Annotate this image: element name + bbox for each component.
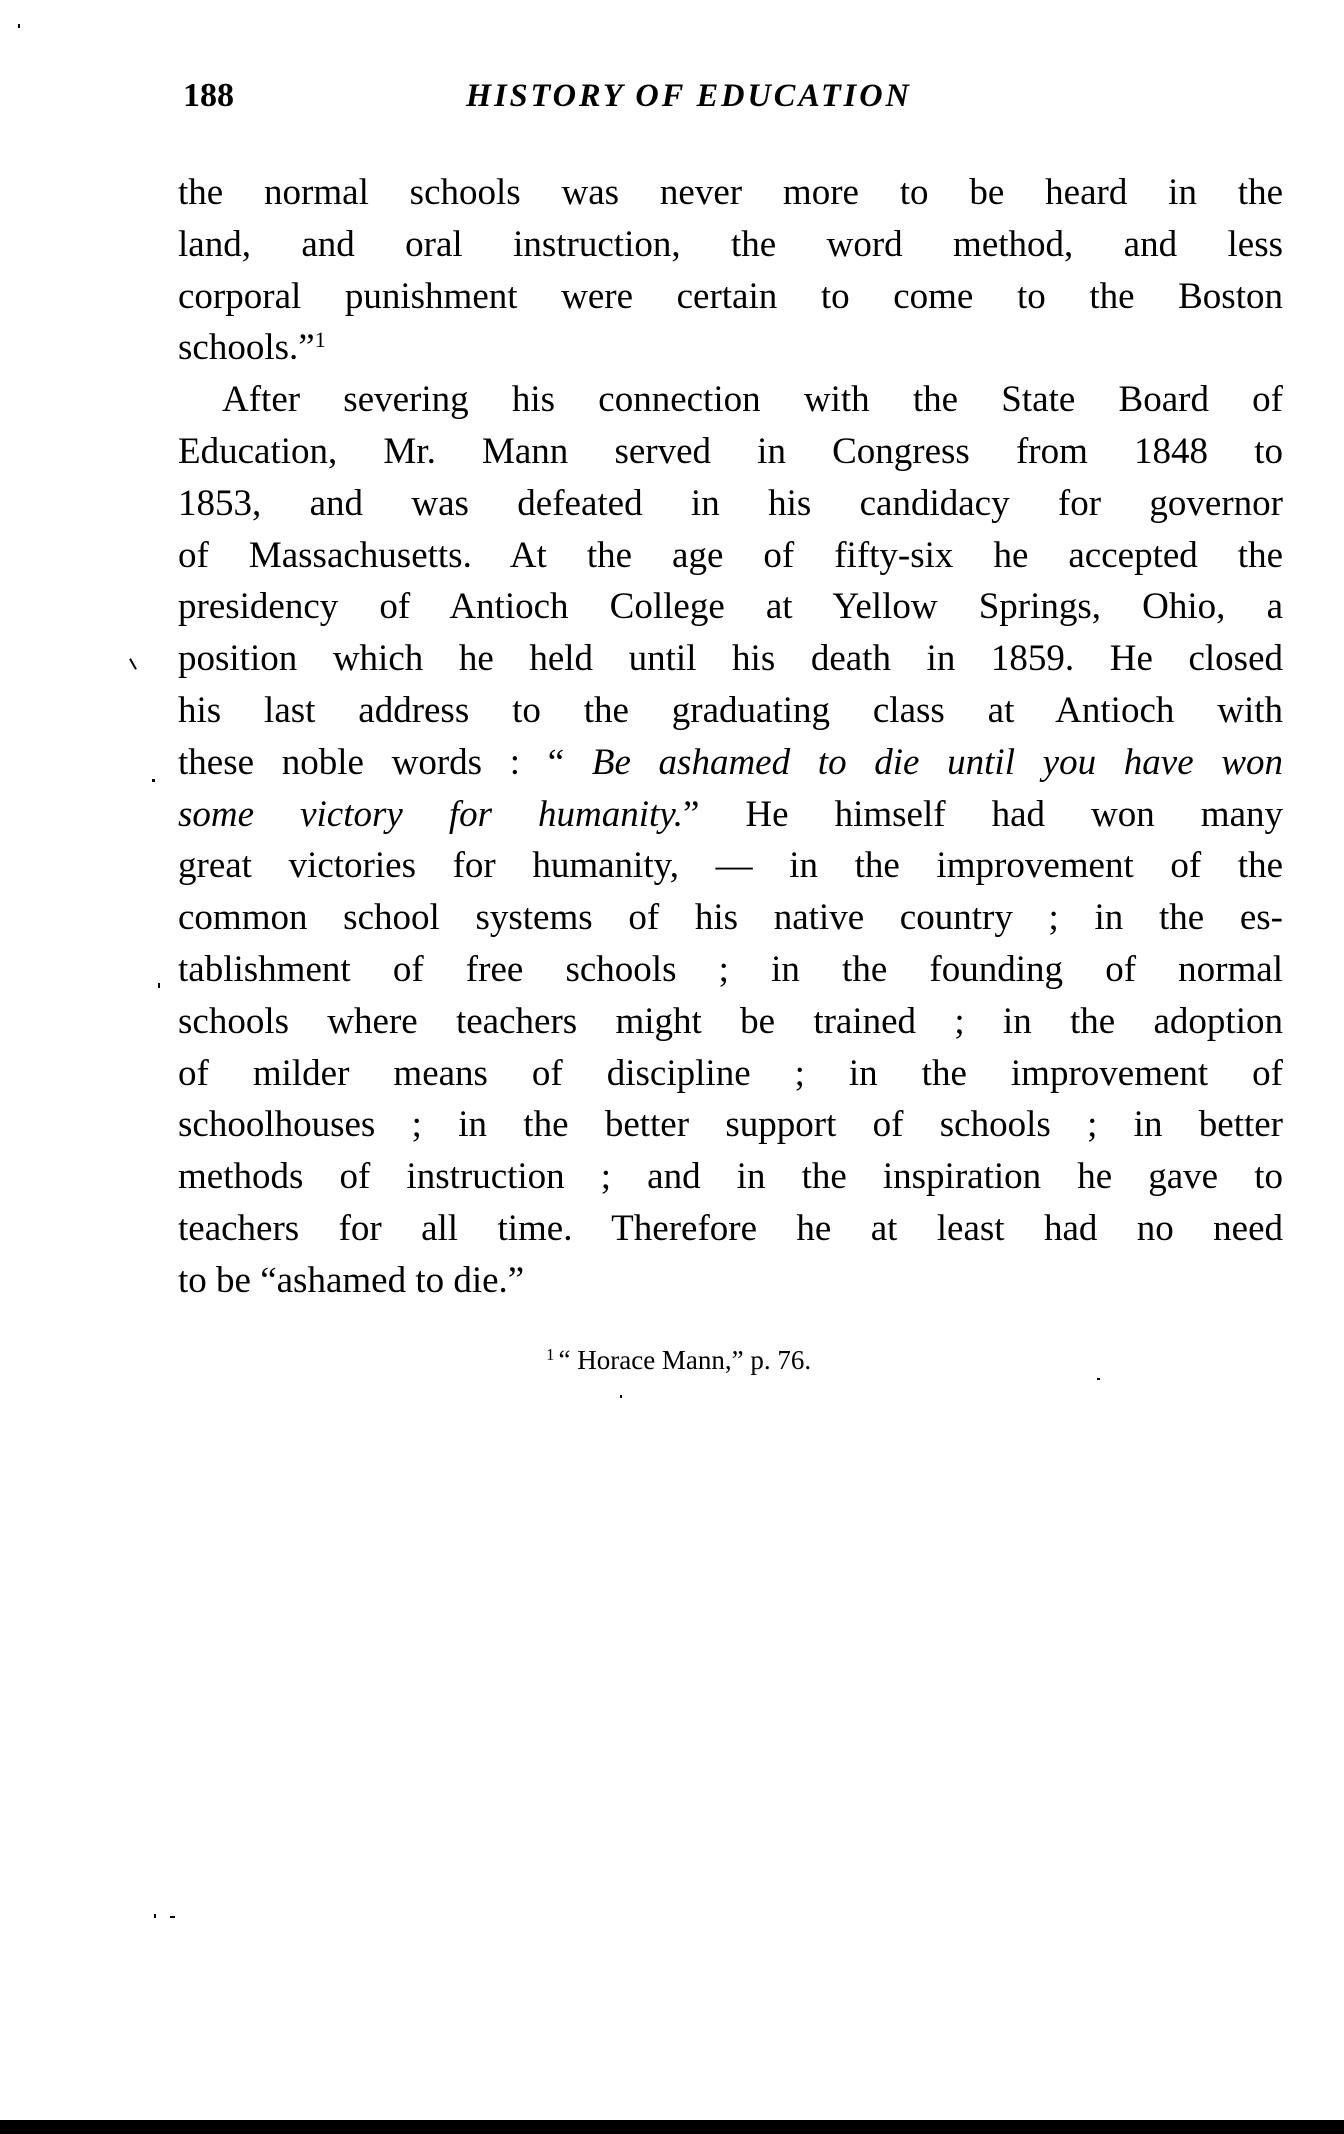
scan-speck bbox=[18, 24, 20, 28]
footnote-text: “ Horace Mann,” p. 76. bbox=[558, 1345, 812, 1375]
scan-speck bbox=[170, 1916, 175, 1918]
text-line: his last address to the graduating class at Antioch with bbox=[178, 689, 1283, 731]
text-line: presidency of Antioch College at Yellow Springs, Ohio, a bbox=[178, 586, 1283, 628]
text-line: schoolhouses ; in the better support of schools ; in better bbox=[178, 1104, 1283, 1146]
text-line bbox=[178, 322, 1283, 374]
text-line: great victories for humanity, — in the improvement of the bbox=[178, 845, 1283, 887]
scan-speck bbox=[129, 658, 137, 669]
scan-speck bbox=[154, 1914, 156, 1918]
text-line: teachers for all time. Therefore he at least had no need bbox=[178, 1207, 1283, 1249]
text-line: Education, Mr. Mann served in Congress from 1848 to bbox=[178, 430, 1283, 472]
text-line: After severing his connection with the State Board of bbox=[222, 379, 1283, 421]
text-line: position which he held until his death in 1859. He closed bbox=[178, 638, 1283, 680]
text-line: the normal schools was never more to be heard in the bbox=[178, 172, 1283, 213]
scan-edge-bar bbox=[0, 2120, 1344, 2134]
page-number: 188 bbox=[183, 77, 234, 114]
scan-speck bbox=[152, 779, 155, 782]
text-line: 1853, and was defeated in his candidacy for governor bbox=[178, 482, 1283, 524]
footnote-reference: 1 bbox=[314, 327, 326, 353]
running-title: HISTORY OF EDUCATION bbox=[466, 78, 912, 114]
scan-speck bbox=[158, 983, 160, 988]
text-line: land, and oral instruction, the word method, and less bbox=[178, 223, 1283, 265]
footnote bbox=[546, 1340, 811, 1380]
footnote-marker: 1 bbox=[546, 1345, 555, 1364]
scan-speck bbox=[620, 1395, 622, 1398]
body-text bbox=[178, 167, 1283, 1307]
text-line: of milder means of discipline ; in the improvement of bbox=[178, 1052, 1283, 1094]
text-line: corporal punishment were certain to come to the Boston bbox=[178, 275, 1283, 317]
text-line: methods of instruction ; and in the inspiration he gave to bbox=[178, 1156, 1283, 1198]
quote-italic: Be ashamed to die until you have won bbox=[591, 741, 1284, 783]
text-line bbox=[178, 737, 1283, 789]
text-line-content: schools.” bbox=[178, 327, 315, 369]
text-line: common school systems of his native country ; in the es- bbox=[178, 897, 1283, 939]
running-head bbox=[178, 76, 1283, 116]
text-line: schools where teachers might be trained ; in the adoption bbox=[178, 1000, 1283, 1042]
quote-italic: some victory for humanity. bbox=[178, 793, 683, 835]
text-line: of Massachusetts. At the age of fifty-six he accepted the bbox=[178, 534, 1283, 576]
text-line-content: ” He himself had won many bbox=[682, 793, 1283, 835]
text-line bbox=[178, 789, 1283, 841]
scan-speck bbox=[1097, 1378, 1100, 1380]
text-line: tablishment of free schools ; in the founding of normal bbox=[178, 948, 1283, 990]
text-line-content: these noble words : “ bbox=[178, 741, 565, 783]
text-line: to be “ashamed to die.” bbox=[178, 1259, 525, 1301]
